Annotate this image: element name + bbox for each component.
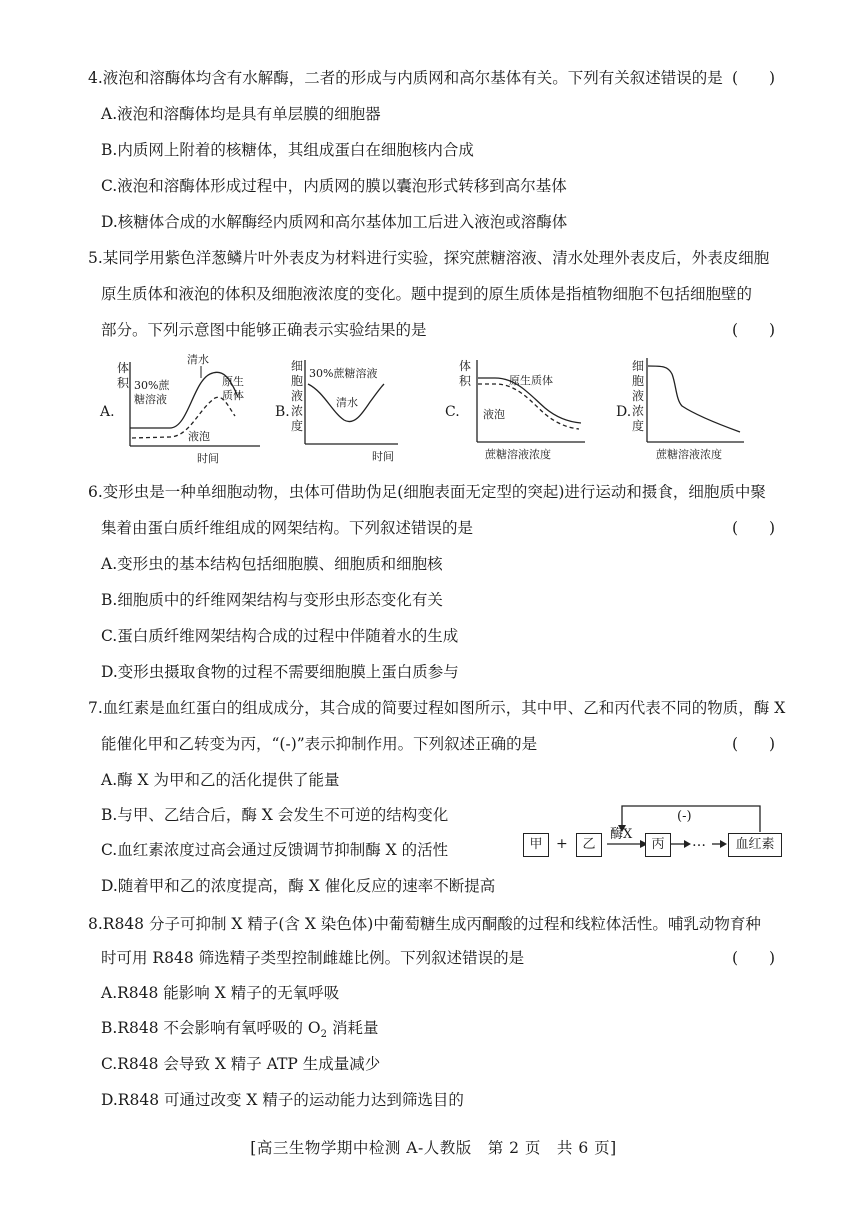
q6-option-a: A.变形虫的基本结构包括细胞膜、细胞质和细胞核 <box>101 555 443 573</box>
q5-fig-d-ylabel-4: 浓 <box>632 404 645 418</box>
q6-option-c: C.蛋白质纤维网架结构合成的过程中伴随着水的生成 <box>101 627 459 645</box>
q5-fig-a-water-label: 清水 <box>187 353 209 366</box>
q5-fig-c-ylabel-1: 体 <box>459 359 472 373</box>
q7-stem-line1: 7.血红素是血红蛋白的组成成分，其合成的简要过程如图所示，其中甲、乙和丙代表不同的物质，酶 X <box>88 699 786 717</box>
q4-option-c: C.液泡和溶酶体形成过程中，内质网的膜以囊泡形式转移到高尔基体 <box>101 177 567 195</box>
q5-fig-d-ylabel-3: 液 <box>632 389 645 403</box>
q5-fig-b-ylabel-2: 胞 <box>291 374 304 388</box>
q5-fig-a-letter: A. <box>100 404 115 420</box>
q5-fig-b-sucrose: 30%蔗糖溶液 <box>309 367 378 380</box>
q5-fig-a-sucrose-1: 30%蔗 <box>134 379 170 392</box>
q5-fig-c-ylabel-2: 积 <box>459 374 472 388</box>
q5-figure-b <box>272 352 412 464</box>
q5-fig-b-ylabel-5: 度 <box>291 419 304 433</box>
q8-stem-line2: 时可用 R848 筛选精子类型控制雌雄比例。下列叙述错误的是 <box>101 949 525 967</box>
q8-option-b <box>101 1018 378 1045</box>
q8-option-c: C.R848 会导致 X 精子 ATP 生成量减少 <box>101 1055 381 1073</box>
q7-node-heme: 血红素 <box>728 833 782 857</box>
q5-answer-paren: ( ) <box>732 321 776 339</box>
q5-fig-d-xlabel: 蔗糖溶液浓度 <box>656 448 722 461</box>
q5-figure-d <box>614 352 754 464</box>
q5-fig-d-ylabel-2: 胞 <box>632 374 645 388</box>
q5-fig-a-xlabel: 时间 <box>197 452 219 464</box>
q5-fig-b-ylabel-4: 浓 <box>291 404 304 418</box>
q4-answer-paren: ( ) <box>732 69 776 87</box>
q7-stem-line2: 能催化甲和乙转变为丙，“(-)”表示抑制作用。下列叙述正确的是 <box>101 735 538 753</box>
q8-option-b-subscript: 2 <box>320 1029 328 1041</box>
q5-fig-b-ylabel-3: 液 <box>291 389 304 403</box>
q7-option-d: D.随着甲和乙的浓度提高，酶 X 催化反应的速率不断提高 <box>101 877 496 895</box>
q7-arrow-to-heme-head <box>720 840 727 848</box>
q5-fig-a-protoplast-1: 原生 <box>222 375 244 388</box>
q5-fig-a-ylabel-1: 体 <box>117 361 130 375</box>
q5-fig-b-ylabel-1: 细 <box>291 359 304 373</box>
q5-fig-a-vacuole-label: 液泡 <box>188 430 210 443</box>
q5-fig-a-sucrose-2: 糖溶液 <box>134 393 167 406</box>
q7-option-a: A.酶 X 为甲和乙的活化提供了能量 <box>101 771 340 789</box>
q7-answer-paren: ( ) <box>732 735 776 753</box>
q5-fig-c-vacuole-label: 液泡 <box>483 408 505 421</box>
q7-arrow-from-bing-head <box>684 840 691 848</box>
q5-fig-d-letter: D. <box>616 404 632 420</box>
q7-option-b: B.与甲、乙结合后，酶 X 会发生不可逆的结构变化 <box>101 806 449 824</box>
q5-stem-line1: 5.某同学用紫色洋葱鳞片叶外表皮为材料进行实验，探究蔗糖溶液、清水处理外表皮后，外表皮细胞 <box>88 249 770 267</box>
q5-fig-c-xlabel: 蔗糖溶液浓度 <box>485 448 551 461</box>
q5-fig-a-protoplast-2: 质体 <box>222 389 244 402</box>
q8-option-b-text: B.R848 不会影响有氧呼吸的 O <box>101 1019 321 1037</box>
q7-ellipsis: … <box>692 834 706 850</box>
q5-fig-d-curve <box>648 366 740 432</box>
q7-enzyme-label: 酶X <box>610 827 633 842</box>
q7-node-bing: 丙 <box>645 833 671 857</box>
q8-option-b-tail: 消耗量 <box>327 1019 379 1037</box>
q7-option-c: C.血红素浓度过高会通过反馈调节抑制酶 X 的活性 <box>101 841 449 859</box>
q6-stem-line2: 集着由蛋白质纤维组成的网架结构。下列叙述错误的是 <box>101 519 474 537</box>
q5-stem-line2: 原生质体和液泡的体积及细胞液浓度的变化。题中提到的原生质体是指植物细胞不包括细胞壁的 <box>101 285 753 303</box>
q4-option-d: D.核糖体合成的水解酶经内质网和高尔基体加工后进入液泡或溶酶体 <box>101 213 568 231</box>
q6-stem-line1: 6.变形虫是一种单细胞动物，虫体可借助伪足(细胞表面无定型的突起)进行运动和摄食，细胞质中聚 <box>88 483 766 501</box>
q5-fig-d-ylabel-5: 度 <box>632 419 645 433</box>
q8-stem-line1: 8.R848 分子可抑制 X 精子(含 X 染色体)中葡萄糖生成丙酮酸的过程和线粒体活性。哺乳动物育种 <box>88 915 761 933</box>
q4-option-b: B.内质网上附着的核糖体，其组成蛋白在细胞核内合成 <box>101 141 474 159</box>
q4-option-a: A.液泡和溶酶体均是具有单层膜的细胞器 <box>101 105 381 123</box>
q5-fig-b-xlabel: 时间 <box>372 450 394 463</box>
q6-option-d: D.变形虫摄取食物的过程不需要细胞膜上蛋白质参与 <box>101 663 459 681</box>
q8-option-a: A.R848 能影响 X 精子的无氧呼吸 <box>101 984 340 1002</box>
q7-inhibit-label: (-) <box>677 809 692 824</box>
q5-fig-a-ylabel-2: 积 <box>117 376 130 390</box>
q8-answer-paren: ( ) <box>732 949 776 967</box>
q5-figure-c <box>445 352 595 464</box>
q5-fig-c-letter: C. <box>445 404 460 420</box>
q5-fig-c-protoplast-label: 原生质体 <box>509 374 553 387</box>
q7-plus-sign: + <box>556 836 568 852</box>
q5-fig-b-water: 清水 <box>336 396 358 409</box>
q5-fig-d-ylabel-1: 细 <box>632 359 645 373</box>
q6-option-b: B.细胞质中的纤维网架结构与变形虫形态变化有关 <box>101 591 443 609</box>
q5-fig-b-letter: B. <box>275 404 290 420</box>
q5-stem-line3: 部分。下列示意图中能够正确表示实验结果的是 <box>101 321 427 339</box>
page-footer: [高三生物学期中检测 A-人教版 第 2 页 共 6 页] <box>250 1139 617 1157</box>
q7-node-yi: 乙 <box>576 833 602 857</box>
q8-option-d: D.R848 可通过改变 X 精子的运动能力达到筛选目的 <box>101 1091 464 1109</box>
q6-answer-paren: ( ) <box>732 519 776 537</box>
q5-figure-a <box>98 352 268 464</box>
q4-stem: 4.液泡和溶酶体均含有水解酶，二者的形成与内质网和高尔基体有关。下列有关叙述错误的是 <box>88 69 723 87</box>
q5-fig-c-vacuole-curve <box>478 384 579 429</box>
q7-node-jia: 甲 <box>523 833 549 857</box>
